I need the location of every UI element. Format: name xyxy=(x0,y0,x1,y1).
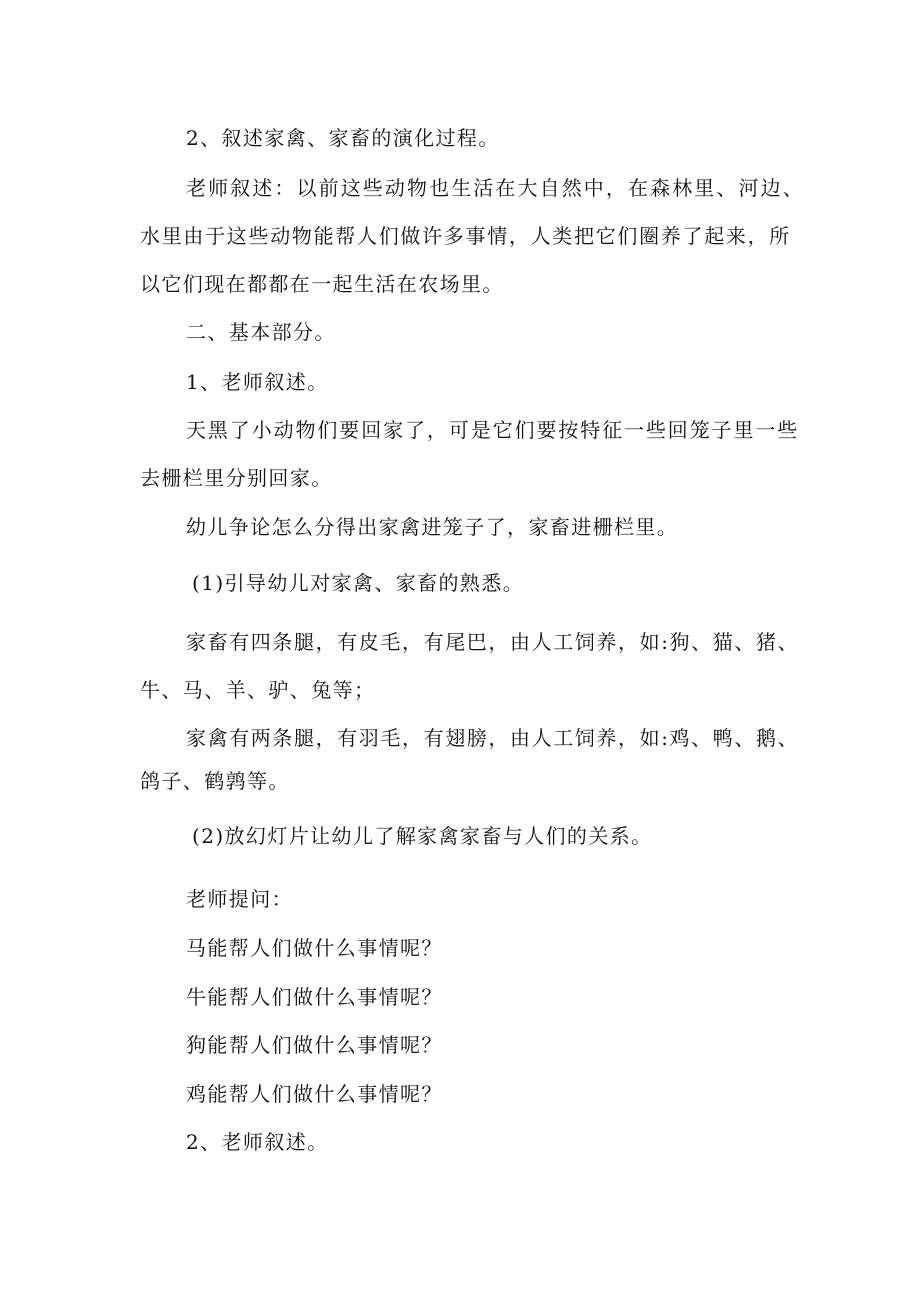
subsection-heading-narration-2: 2、老师叙述。 xyxy=(186,1130,329,1154)
paragraph-story: 天黑了小动物们要回家了，可是它们要按特征一些回笼子里一些 xyxy=(186,418,800,442)
paragraph-teacher-narration: 老师叙述：以前这些动物也生活在大自然中，在森林里、河边、 xyxy=(186,176,805,200)
subsection-heading-narration: 1、老师叙述。 xyxy=(186,370,329,394)
question-line: 狗能帮人们做什么事情呢？ xyxy=(186,1033,443,1057)
paragraph-continuation: 牛、马、羊、驴、兔等； xyxy=(140,678,376,702)
list-item-guide: (1)引导幼儿对家禽、家畜的熟悉。 xyxy=(192,571,525,595)
paragraph-livestock: 家畜有四条腿，有皮毛，有尾巴，由人工饲养，如:狗、猫、猪、 xyxy=(186,630,800,654)
question-line: 马能帮人们做什么事情呢？ xyxy=(186,936,443,960)
paragraph-teacher-question: 老师提问： xyxy=(186,887,293,911)
paragraph-continuation: 以它们现在都都在一起生活在农场里。 xyxy=(140,272,504,296)
paragraph-continuation: 鸽子、鹤鹑等。 xyxy=(140,769,290,793)
question-line: 鸡能帮人们做什么事情呢？ xyxy=(186,1082,443,1106)
paragraph-discussion: 幼儿争论怎么分得出家禽进笼子了，家畜进栅栏里。 xyxy=(186,515,679,539)
paragraph-poultry: 家禽有两条腿，有羽毛，有翅膀，由人工饲养，如:鸡、鸭、鹅、 xyxy=(186,726,800,750)
section-heading-main-part: 二、基本部分。 xyxy=(186,320,336,344)
section-heading-evolution: 2、叙述家禽、家畜的演化过程。 xyxy=(186,126,500,150)
list-item-slides: (2)放幻灯片让幼儿了解家禽家畜与人们的关系。 xyxy=(192,824,653,848)
paragraph-continuation: 水里由于这些动物能帮人们做许多事情，人类把它们圈养了起来，所 xyxy=(140,224,791,248)
paragraph-continuation: 去栅栏里分别回家。 xyxy=(140,466,333,490)
question-line: 牛能帮人们做什么事情呢？ xyxy=(186,985,443,1009)
